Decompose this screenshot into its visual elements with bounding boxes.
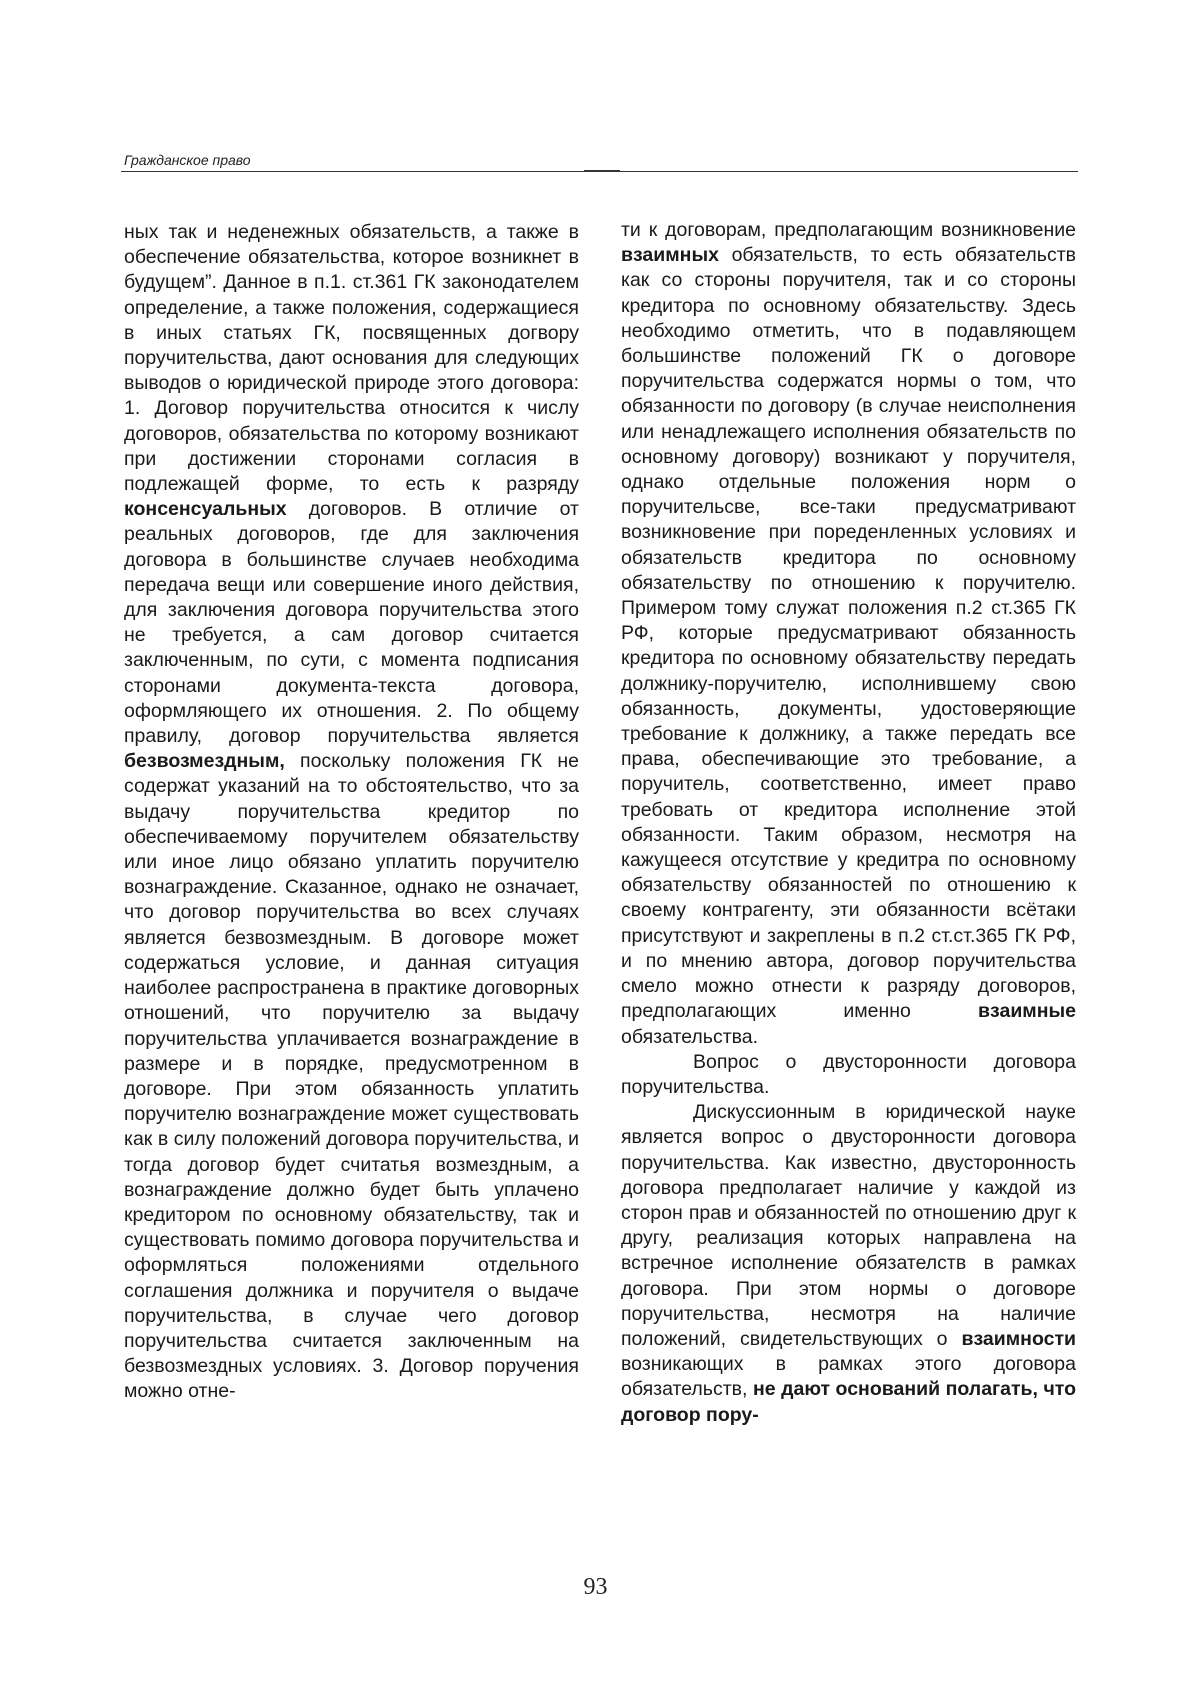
bold-term-mutual-2: взаимные (978, 1000, 1077, 1023)
right-paragraph-2: Вопрос о двусторонности договора поручительства. (621, 1050, 1076, 1098)
right-text-4: Дискуссионным в юридической науке является вопрос о двусторонности договора поручительства. Как известно, двусторонность договора предполагает наличие у каждой из сторон прав и обязанностей по отношению друг к другу, реализация которых направлена на встречное исполнение обязателств в рамках договора. При этом нормы о договоре поручительства, несмотря на наличие положений, свидетельствующих о (621, 1101, 1076, 1350)
bold-term-gratuitous: безвозмездным, (124, 750, 285, 773)
bold-term-consensual: консенсуальных (124, 498, 287, 521)
right-column (621, 218, 1076, 1428)
bold-conclusion: не дают оснований полагать, что договор пору- (621, 1378, 1077, 1426)
right-text-2: обязательств, то есть обязательств как со стороны поручителя, так и со стороны кредитора по основному обязательству. Здесь необходимо отметить, что в подавляющем большинстве положений ГК о договоре поручительства содержатся нормы о том, что обязанности по договору (в случае неисполнения или ненадлежащего исполнения обязательств по основному договору) возникают у поручителя, однако отдельные положения норм о поручительсве, все-таки предусматривают возникновение при пореденленных условиях и обязательств кредитора по основному обязательству по отношению к поручителю. Примером тому служат положения п.2 ст.365 ГК РФ, которые предусматривают обязанность кредитора по основному обязательству передать должнику-поручителю, исполнившему свою обязанность, документы, удостоверяющие требование к должнику, а также передать все права, обеспечивающие это требование, а поручитель, соответственно, имеет право требовать от кредитора исполнение этой обязанности. Таким образом, несмотря на кажущееся отсутствие у кредитра по основному обязательству обязанностей по отношению к своему контрагенту, эти обязанности всётаки присутствуют и закреплены в п.2 ст.ст.365 ГК РФ, и по мнению автора, договор поручительства смело можно отнести к разряду договоров, предполагающих именно (621, 244, 1076, 1023)
left-text-3: поскольку положения ГК не содержат указаний на то обстоятельство, что за выдачу поручительства кредитор по обеспечиваемому поручителем обязательству или иное лицо обязано уплатить поручителю вознаграждение. Сказанное, однако не означает, что договор поручительства во всех случаях является безвозмездным. В договоре может содержаться условие, и данная ситуация наиболее распространена в практике договорных отношений, что поручителю за выдачу поручительства уплачивается вознаграждение в размере и в порядке, предусмотренном в договоре. При этом обязанность уплатить поручителю вознаграждение может существовать как в силу положений договора поручительства, и тогда договор будет считатья возмездным, а вознаграждение должно будет быть уплачено кредитором по основному обязательству, так и существовать помимо договора поручительства и оформляться положениями отдельного соглашения должника и поручителя о выдаче поручительства, в случае чего договор поручительства считается заключенным на безвозмездных условиях. 3. Договор поручения можно отне- (124, 750, 579, 1403)
left-paragraph-1 (124, 220, 579, 1405)
right-paragraph-1 (621, 218, 1076, 1050)
left-text-1: ных так и неденежных обязательств, а также в обеспечение обязательства, которое возникнет в будущем”. Данное в п.1. ст.361 ГК законодателем определение, а также положения, содержащиеся в иных статьях ГК, посвященных догвору поручительства, дают основания для следующих выводов о юридической природе этого договора: 1. Договор поручительства относится к числу договоров, обязательства по которому возникают при достижении сторонами согласия в подлежащей форме, то есть к разряду (124, 221, 579, 496)
right-text-1: ти к договорам, предполагающим возникновение (621, 219, 1076, 241)
running-head-title: Гражданское право (124, 152, 251, 168)
page-number: 93 (583, 1574, 608, 1600)
right-text-5: возникающих в рамках этого договора обязательств, (621, 1353, 1076, 1401)
header-rule-accent (584, 170, 620, 172)
bold-term-reciprocity: взаимности (961, 1327, 1076, 1350)
bold-term-mutual: взаимных (621, 244, 719, 267)
left-column (124, 220, 579, 1405)
right-text-3: обязательства. (621, 1025, 759, 1048)
left-text-2: договоров. В отличие от реальных договоров, где для заключения договора в большинстве случаев необходима передача вещи или совершение иного действия, для заключения договора поручительства этого не требуется, а сам договор считается заключенным, по сути, с момента подписания сторонами документа-текста договора, оформляющего их отношения. 2. По общему правилу, договор поручительства является (124, 498, 579, 748)
right-paragraph-3 (621, 1100, 1076, 1428)
